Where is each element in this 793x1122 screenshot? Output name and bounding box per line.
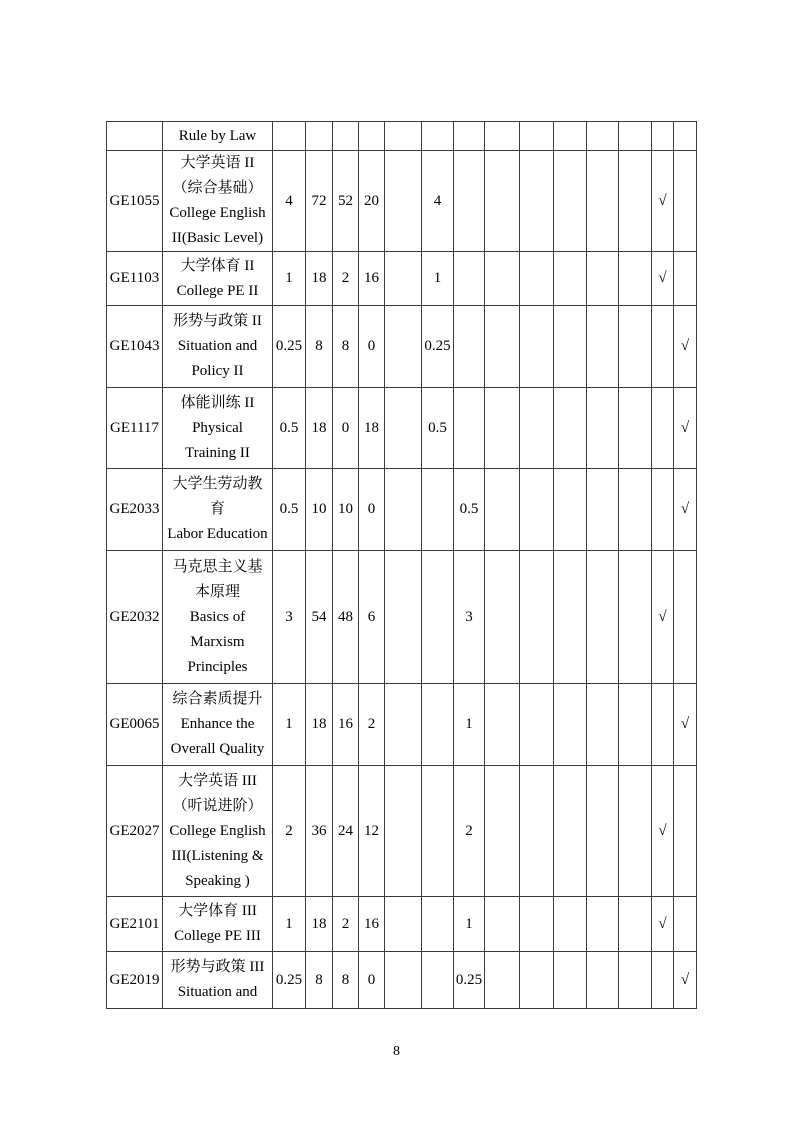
course-name-line: 形势与政策 II [173,313,262,329]
sem4-cell [485,252,520,306]
lecture_hours-cell: 24 [333,766,359,897]
sem7-cell [587,469,619,551]
lecture_hours-cell: 2 [333,897,359,952]
course-name-line: II(Basic Level) [171,230,264,246]
sem1-cell [385,122,422,151]
sem6-cell [554,469,587,551]
check-cell: √ [674,684,697,766]
sem4-cell [485,766,520,897]
curriculum-table [106,121,697,1009]
course-name-line: III(Listening & [171,847,264,864]
sem4-cell [485,151,520,252]
total_hours-cell: 36 [306,766,333,897]
total_hours-cell: 18 [306,388,333,469]
sem5-cell [520,684,554,766]
practice_hours-cell: 20 [359,151,385,252]
course-name-line: Principles [187,658,248,675]
sem1-cell [385,766,422,897]
sem5-cell [520,551,554,684]
sem7-cell [587,388,619,469]
sem6-cell [554,388,587,469]
check-cell [674,897,697,952]
course-name-cell [163,306,273,388]
sem6-cell [554,766,587,897]
curriculum-table-body [107,122,697,1009]
course-name-line: 大学体育 III [178,903,257,919]
sem7-cell [587,897,619,952]
practice_hours-cell: 12 [359,766,385,897]
course-name-cell [163,122,273,151]
sem5-cell [520,469,554,551]
table-row [107,766,697,897]
sem3-cell: 2 [454,766,485,897]
exam-cell: √ [652,252,674,306]
credit-cell: 0.5 [273,388,306,469]
credit-cell [273,122,306,151]
sem1-cell [385,469,422,551]
total_hours-cell: 10 [306,469,333,551]
sem2-cell: 0.25 [422,306,454,388]
sem2-cell [422,897,454,952]
check-cell: √ [674,306,697,388]
sem4-cell [485,551,520,684]
practice_hours-cell: 0 [359,952,385,1009]
exam-cell [652,469,674,551]
sem4-cell [485,469,520,551]
sem7-cell [587,952,619,1009]
sem3-cell [454,388,485,469]
sem8-cell [619,122,652,151]
course-name-cell [163,151,273,252]
course-name-line: Policy II [191,363,244,379]
sem2-cell [422,684,454,766]
course-name-line: Speaking ) [185,872,250,889]
course-name-line: Situation and [177,338,258,354]
total_hours-cell: 54 [306,551,333,684]
course-code-cell: GE2019 [107,952,163,1009]
sem3-cell [454,122,485,151]
sem7-cell [587,122,619,151]
practice_hours-cell: 18 [359,388,385,469]
course-code-cell: GE1117 [107,388,163,469]
course-name-line: 马克思主义基 [172,558,263,575]
sem4-cell [485,306,520,388]
sem8-cell [619,151,652,252]
course-name-line: 大学英语 II [180,155,255,171]
course-name-line: College PE II [176,282,259,299]
course-name-line: 育 [209,501,225,517]
check-cell [674,551,697,684]
exam-cell [652,388,674,469]
sem2-cell: 4 [422,151,454,252]
practice_hours-cell: 16 [359,897,385,952]
course-name-line: Basics of [189,608,246,625]
credit-cell: 3 [273,551,306,684]
course-name-line: Physical [192,419,243,436]
exam-cell: √ [652,766,674,897]
course-name-cell [163,897,273,952]
table-row [107,306,697,388]
course-name-cell [163,252,273,306]
course-name-line: 形势与政策 III [170,959,265,975]
sem5-cell [520,122,554,151]
sem3-cell: 0.5 [454,469,485,551]
lecture_hours-cell: 10 [333,469,359,551]
exam-cell: √ [652,151,674,252]
sem3-cell: 0.25 [454,952,485,1009]
sem6-cell [554,252,587,306]
course-name-line: Training II [185,444,250,461]
credit-cell: 1 [273,684,306,766]
sem7-cell [587,252,619,306]
total_hours-cell: 8 [306,952,333,1009]
sem7-cell [587,684,619,766]
practice_hours-cell: 6 [359,551,385,684]
sem3-cell: 1 [454,897,485,952]
course-name-line: 大学英语 III [178,772,257,789]
sem5-cell [520,252,554,306]
course-name-line: 大学生劳动教 [172,476,263,492]
course-name-line: College English [169,822,266,839]
sem4-cell [485,952,520,1009]
total_hours-cell [306,122,333,151]
lecture_hours-cell: 8 [333,952,359,1009]
practice_hours-cell: 16 [359,252,385,306]
check-cell [674,252,697,306]
check-cell [674,122,697,151]
course-name-line: Rule by Law [178,127,257,144]
sem6-cell [554,151,587,252]
sem5-cell [520,766,554,897]
table-row [107,388,697,469]
course-name-line: Labor Education [167,526,268,542]
total_hours-cell: 72 [306,151,333,252]
check-cell [674,766,697,897]
sem4-cell [485,388,520,469]
check-cell: √ [674,388,697,469]
course-name-cell [163,388,273,469]
sem2-cell: 1 [422,252,454,306]
credit-cell: 1 [273,252,306,306]
sem4-cell [485,684,520,766]
course-name-line: Situation and [177,984,258,1000]
practice_hours-cell: 2 [359,684,385,766]
course-code-cell: GE1103 [107,252,163,306]
table-row [107,469,697,551]
course-name-cell [163,684,273,766]
course-code-cell: GE2027 [107,766,163,897]
course-name-line: （综合基础） [172,180,263,196]
course-code-cell: GE2033 [107,469,163,551]
course-name-line: （听说进阶） [172,797,263,814]
sem6-cell [554,897,587,952]
lecture_hours-cell: 48 [333,551,359,684]
lecture_hours-cell: 0 [333,388,359,469]
sem7-cell [587,306,619,388]
exam-cell [652,952,674,1009]
sem8-cell [619,306,652,388]
sem6-cell [554,551,587,684]
sem5-cell [520,306,554,388]
course-name-cell [163,551,273,684]
course-code-cell: GE2101 [107,897,163,952]
sem1-cell [385,388,422,469]
lecture_hours-cell: 8 [333,306,359,388]
sem1-cell [385,897,422,952]
total_hours-cell: 18 [306,684,333,766]
sem6-cell [554,684,587,766]
sem3-cell [454,252,485,306]
sem2-cell [422,952,454,1009]
sem6-cell [554,122,587,151]
exam-cell: √ [652,897,674,952]
lecture_hours-cell: 52 [333,151,359,252]
course-name-cell [163,952,273,1009]
sem2-cell [422,469,454,551]
course-name-line: College English [169,205,266,221]
sem1-cell [385,151,422,252]
exam-cell: √ [652,551,674,684]
sem4-cell [485,122,520,151]
lecture_hours-cell: 2 [333,252,359,306]
lecture_hours-cell [333,122,359,151]
sem8-cell [619,252,652,306]
sem6-cell [554,952,587,1009]
sem5-cell [520,952,554,1009]
sem8-cell [619,766,652,897]
sem8-cell [619,952,652,1009]
sem1-cell [385,306,422,388]
table-row [107,122,697,151]
sem8-cell [619,551,652,684]
course-code-cell: GE0065 [107,684,163,766]
course-name-line: 体能训练 II [180,394,255,411]
table-row [107,684,697,766]
check-cell: √ [674,469,697,551]
practice_hours-cell: 0 [359,469,385,551]
sem8-cell [619,684,652,766]
sem1-cell [385,551,422,684]
sem5-cell [520,897,554,952]
exam-cell [652,122,674,151]
practice_hours-cell: 0 [359,306,385,388]
course-name-line: Overall Quality [170,741,265,757]
sem2-cell [422,551,454,684]
course-code-cell: GE1055 [107,151,163,252]
total_hours-cell: 18 [306,252,333,306]
sem4-cell [485,897,520,952]
sem7-cell [587,766,619,897]
course-name-line: Marxism [190,633,245,650]
sem5-cell [520,388,554,469]
course-name-line: 大学体育 II [180,257,255,274]
check-cell [674,151,697,252]
sem2-cell [422,766,454,897]
course-name-cell [163,766,273,897]
table-row [107,952,697,1009]
sem5-cell [520,151,554,252]
page-number: 8 [393,1044,400,1059]
course-code-cell: GE1043 [107,306,163,388]
total_hours-cell: 8 [306,306,333,388]
table-row [107,151,697,252]
lecture_hours-cell: 16 [333,684,359,766]
table-row [107,252,697,306]
exam-cell [652,684,674,766]
sem1-cell [385,684,422,766]
sem8-cell [619,897,652,952]
sem1-cell [385,252,422,306]
table-row [107,551,697,684]
credit-cell: 0.25 [273,952,306,1009]
sem8-cell [619,469,652,551]
sem3-cell: 1 [454,684,485,766]
course-name-line: Enhance the [180,716,255,732]
sem6-cell [554,306,587,388]
sem3-cell [454,306,485,388]
sem3-cell [454,151,485,252]
sem7-cell [587,151,619,252]
course-name-line: College PE III [174,928,261,944]
course-name-line: 本原理 [194,583,240,600]
course-name-line: 综合素质提升 [172,691,263,707]
credit-cell: 4 [273,151,306,252]
table-row [107,897,697,952]
practice_hours-cell [359,122,385,151]
credit-cell: 2 [273,766,306,897]
total_hours-cell: 18 [306,897,333,952]
sem1-cell [385,952,422,1009]
sem2-cell: 0.5 [422,388,454,469]
credit-cell: 1 [273,897,306,952]
credit-cell: 0.25 [273,306,306,388]
course-code-cell: GE2032 [107,551,163,684]
course-code-cell [107,122,163,151]
exam-cell [652,306,674,388]
course-name-cell [163,469,273,551]
check-cell: √ [674,952,697,1009]
sem8-cell [619,388,652,469]
credit-cell: 0.5 [273,469,306,551]
sem3-cell: 3 [454,551,485,684]
sem2-cell [422,122,454,151]
sem7-cell [587,551,619,684]
